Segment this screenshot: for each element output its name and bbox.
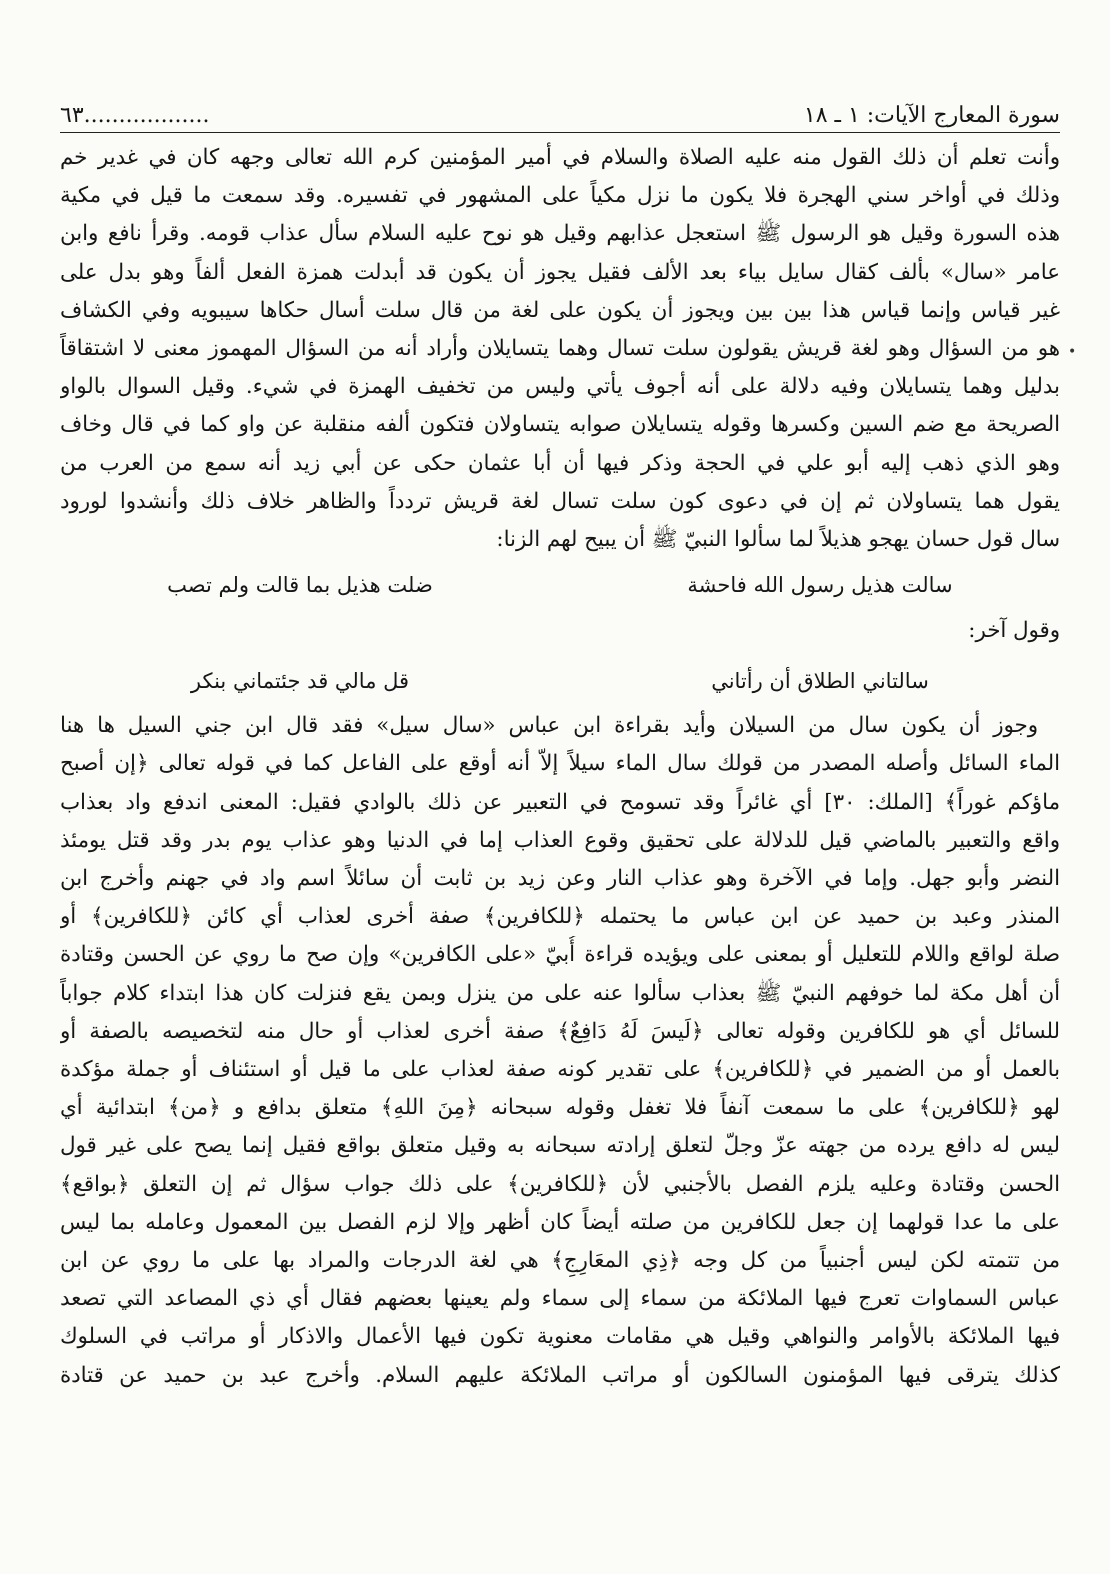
text-line: ماؤكم غوراً﴾ [الملك: ٣٠] أي غائراً وقد تسومح في التعبير عن ذلك بالوادي فقيل: المعنى اندفع واد بعذاب (60, 789, 1060, 815)
text-line: فيها الملائكة بالأوامر والنواهي وقيل هي مقامات معنوية تكون فيها الأعمال والاذكار أو مراتب في السلوك (60, 1324, 1060, 1350)
poem-verse-2 (60, 655, 1060, 707)
text-line: بالعمل أو من الضمير في ﴿للكافرين﴾ على تقدير كونه صفة لعذاب على ما قيل أو استئناف أو جملة مؤكدة (60, 1057, 1060, 1083)
text-line: واقع والتعبير بالماضي قيل للدلالة على تحقيق وقوع العذاب إما في الدنيا وهو عذاب يوم بدر وقد قتل يومئذ (60, 827, 1060, 853)
text-line: وأنت تعلم أن ذلك القول منه عليه الصلاة والسلام في أمير المؤمنين كرم الله تعالى وجهه كان في غدير خم (60, 145, 1060, 170)
text-line: غير قياس وإنما قياس هذا بين بين ويجوز أن يكون على لغة من قال سلت أسال حكاها سيبويه وفي الكشاف (60, 297, 1060, 323)
text-line: عباس السماوات تعرج فيها الملائكة من سماء إلى سماء ولم يعينها بعضهم فقال أي ذي المصاعد التي تصعد (60, 1286, 1060, 1312)
text-line: بدليل وهما يتسايلان وفيه دلالة على أنه أجوف يأتي وليس من تخفيف الهمزة في شيء. وقيل السوال بالواو (60, 374, 1060, 400)
text-line: وجوز أن يكون سال من السيلان وأيد بقراءة ابن عباس «سال سيل» فقد قال ابن جني السيل ها هنا (60, 713, 1038, 739)
verse-second-hemistich: ضلت هذيل بما قالت ولم تصب (167, 573, 433, 598)
text-line: على ما عدا قولهما إن جعل للكافرين من صلته أيضاً كان أظهر وإلا لزم الفصل بين المعمول وعامله بما ليس (60, 1209, 1060, 1235)
text-line: الماء السائل وأصله المصدر من قولك سال الماء سيلاً إلاّ أنه أوقع على الفاعل كما في قوله تعالى ﴿إن أصبح (60, 751, 1060, 777)
text-line: وذلك في أواخر سني الهجرة فلا يكون ما نزل مكياً على المشهور في تفسيره. وقد سمعت ما قيل في مكية (60, 183, 1060, 209)
text-line: عامر «سال» بألف كقال سايل بياء بعد الألف فقيل يجوز أن يكون قد أبدلت همزة الفعل ألفاً وهو بدل على (60, 259, 1060, 285)
header-leader-dots: .................. (83, 103, 210, 128)
text-line: لهو ﴿للكافرين﴾ على ما سمعت آنفاً فلا تغفل وقوله سبحانه ﴿مِنَ اللهِ﴾ متعلق بدافع و ﴿من﴾ ابتدائية أي (60, 1095, 1060, 1121)
text-line: كذلك يترقى فيها المؤمنون السالكون أو مراتب الملائكة عليهم السلام. وأخرج عبد بن حميد عن قتادة (60, 1362, 1060, 1388)
text-line: الحسن وقتادة وعليه يلزم الفصل بالأجنبي لأن ﴿للكافرين﴾ على ذلك جواب سؤال ثم إن التعلق ﴿بواقع﴾ (60, 1171, 1060, 1197)
text-line: هو من السؤال وهو لغة قريش يقولون سلت تسال وهما يتسايلان وأراد أنه من السؤال المهموز معنى لا اشتقاقاً (60, 336, 1060, 362)
text-line: الصريحة مع ضم السين وكسرها وقوله يتسايلان صوابه يتساولان فتكون ألفه منقلبة عن واو كما في قال وخاف (60, 412, 1060, 438)
paragraph-2 (60, 707, 1060, 1395)
text-line: هذه السورة وقيل هو الرسول ﷺ استعجل عذابهم وقيل هو نوح عليه السلام سأل عذاب قومه. وقرأ نافع وابن (60, 221, 1060, 247)
margin-bullet: • (1068, 344, 1077, 360)
text-line: للسائل أي هو للكافرين وقوله تعالى ﴿لَيسَ لَهُ دَافِعٌ﴾ صفة أخرى لعذاب أو حال منه لتخصيصه بالصفة أو (60, 1018, 1060, 1044)
text-line: من تتمته لكن ليس أجنبياً من كل وجه ﴿ذِي المعَارِجِ﴾ هي لغة الدرجات والمراد بها على ما روي عن ابن (60, 1248, 1060, 1274)
paragraph-1 (60, 139, 1060, 559)
page-number: ..................٦٣ (60, 103, 210, 128)
verse-intro: وقول آخر: (968, 618, 1060, 644)
poem-verse-1 (60, 559, 1060, 611)
text-line: سال قول حسان يهجو هذيلاً لما سألوا النبيّ ﷺ أن يبيح لهم الزنا: (496, 527, 1060, 553)
text-line: أن أهل مكة لما خوفهم النبيّ ﷺ بعذاب سألوا عنه على من ينزل وبمن يقع فنزلت كان هذا ابتداء كلام جواباً (60, 980, 1060, 1006)
running-header (60, 84, 1060, 133)
text-line: المنذر وعبد بن حميد عن ابن عباس ما يحتمله ﴿للكافرين﴾ صفة أخرى لعذاب أي كائن ﴿للكافرين﴾ أو (60, 904, 1060, 930)
verse-second-hemistich: قل مالي قد جئتماني بنكر (190, 669, 410, 694)
text-line: يقول هما يتساولان ثم إن في دعوى كون سلت تسال لغة قريش تردداً والظاهر خلاف ذلك وأنشدوا لورود (60, 488, 1060, 514)
text-line: صلة لواقع واللام للتعليل أو بمعنى على ويؤيده قراءة أُبيّ «على الكافرين» وإن صح ما روي عن الحسن وقتادة (60, 942, 1060, 968)
text-line: ليس له دافع يرده من جهته عزّ وجلّ لتعلق إرادته سبحانه به وقيل متعلق بواقع فقيل إنما يصح على غير قول (60, 1133, 1060, 1159)
text-line: النضر وأبو جهل. وإما في الآخرة وهو عذاب النار وعن زيد بن ثابت أن سائلاً اسم واد في جهنم وأخرج ابن (60, 866, 1060, 892)
text-line: وهو الذي ذهب إليه أبو علي في الحجة وذكر فيها أن أبا عثمان حكى عن أبي زيد أنه سمع من العرب من (60, 450, 1060, 476)
verse-first-hemistich: سالت هذيل رسول الله فاحشة (687, 573, 953, 598)
document-page (60, 84, 1060, 1395)
header-title: سورة المعارج الآيات: ١ ـ ١٨ (803, 103, 1060, 128)
verse-first-hemistich: سالتاني الطلاق أن رأتاني (711, 669, 929, 694)
